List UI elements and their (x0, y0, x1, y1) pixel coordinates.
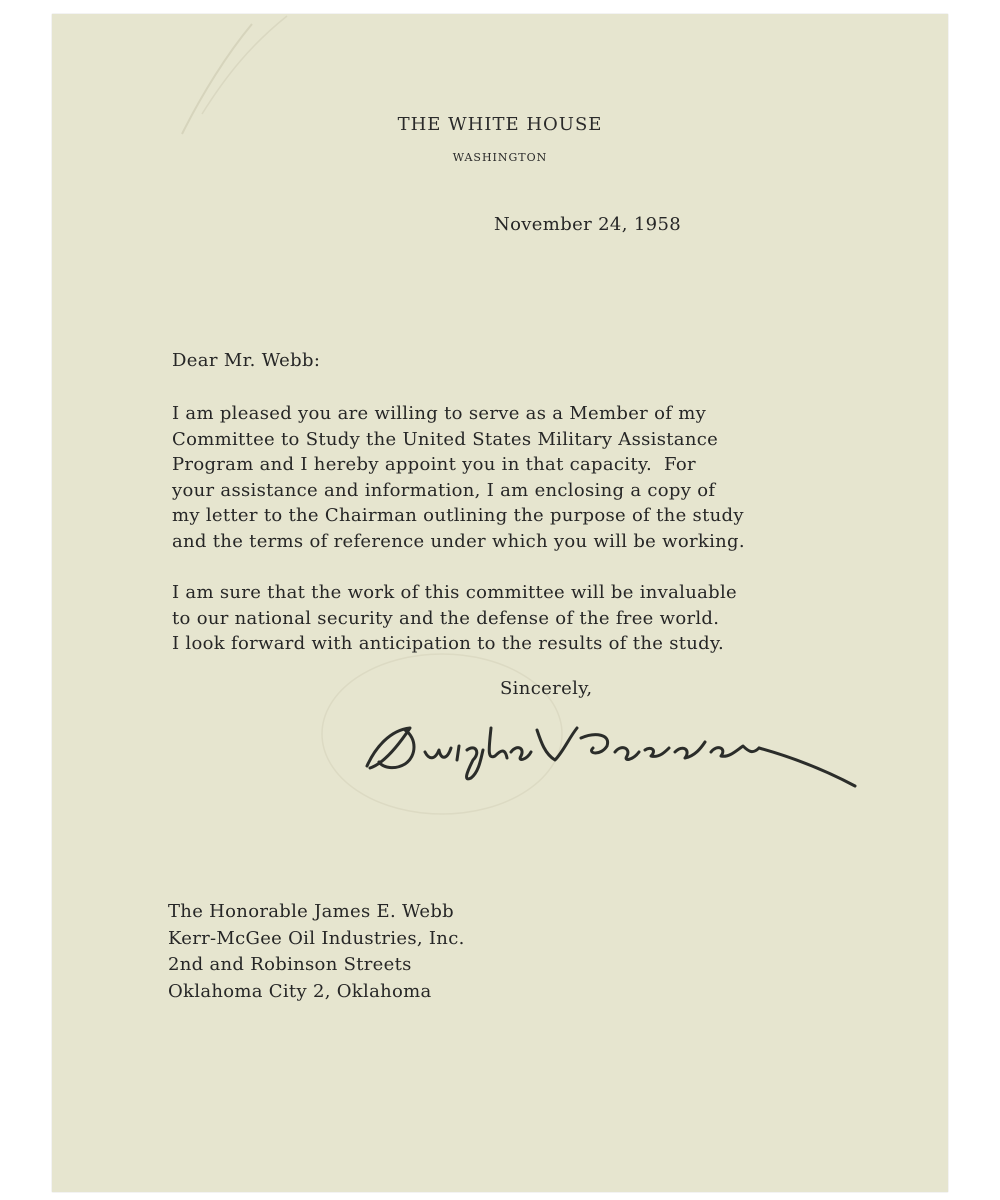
letter-date: November 24, 1958 (494, 214, 682, 235)
recipient-address (168, 899, 465, 1005)
body-line: my letter to the Chairman outlining the purpose of the study (172, 505, 744, 526)
body-line: to our national security and the defense of the free world. (172, 607, 720, 629)
body-paragraph-1 (172, 401, 745, 554)
body-line: and the terms of reference under which you will be working. (172, 530, 745, 552)
closing: Sincerely, (500, 678, 593, 699)
body-line: I am sure that the work of this committee will be invaluable (172, 582, 737, 603)
salutation: Dear Mr. Webb: (172, 350, 321, 371)
body-line: I am pleased you are willing to serve as a Member of my (172, 403, 707, 424)
address-line: Kerr-McGee Oil Industries, Inc. (168, 927, 465, 949)
body-line: your assistance and information, I am enclosing a copy of (172, 479, 716, 501)
body-paragraph-2 (172, 580, 737, 657)
body-line: Committee to Study the United States Military Assistance (172, 428, 719, 450)
address-line: Oklahoma City 2, Oklahoma (168, 980, 432, 1002)
address-line: The Honorable James E. Webb (168, 901, 454, 922)
letterhead-location: WASHINGTON (452, 151, 548, 164)
body-line: I look forward with anticipation to the results of the study. (172, 633, 725, 654)
letterhead-title: THE WHITE HOUSE (397, 114, 603, 135)
signature-image (355, 708, 865, 798)
address-line: 2nd and Robinson Streets (168, 954, 412, 975)
body-line: Program and I hereby appoint you in that capacity. For (172, 454, 696, 475)
